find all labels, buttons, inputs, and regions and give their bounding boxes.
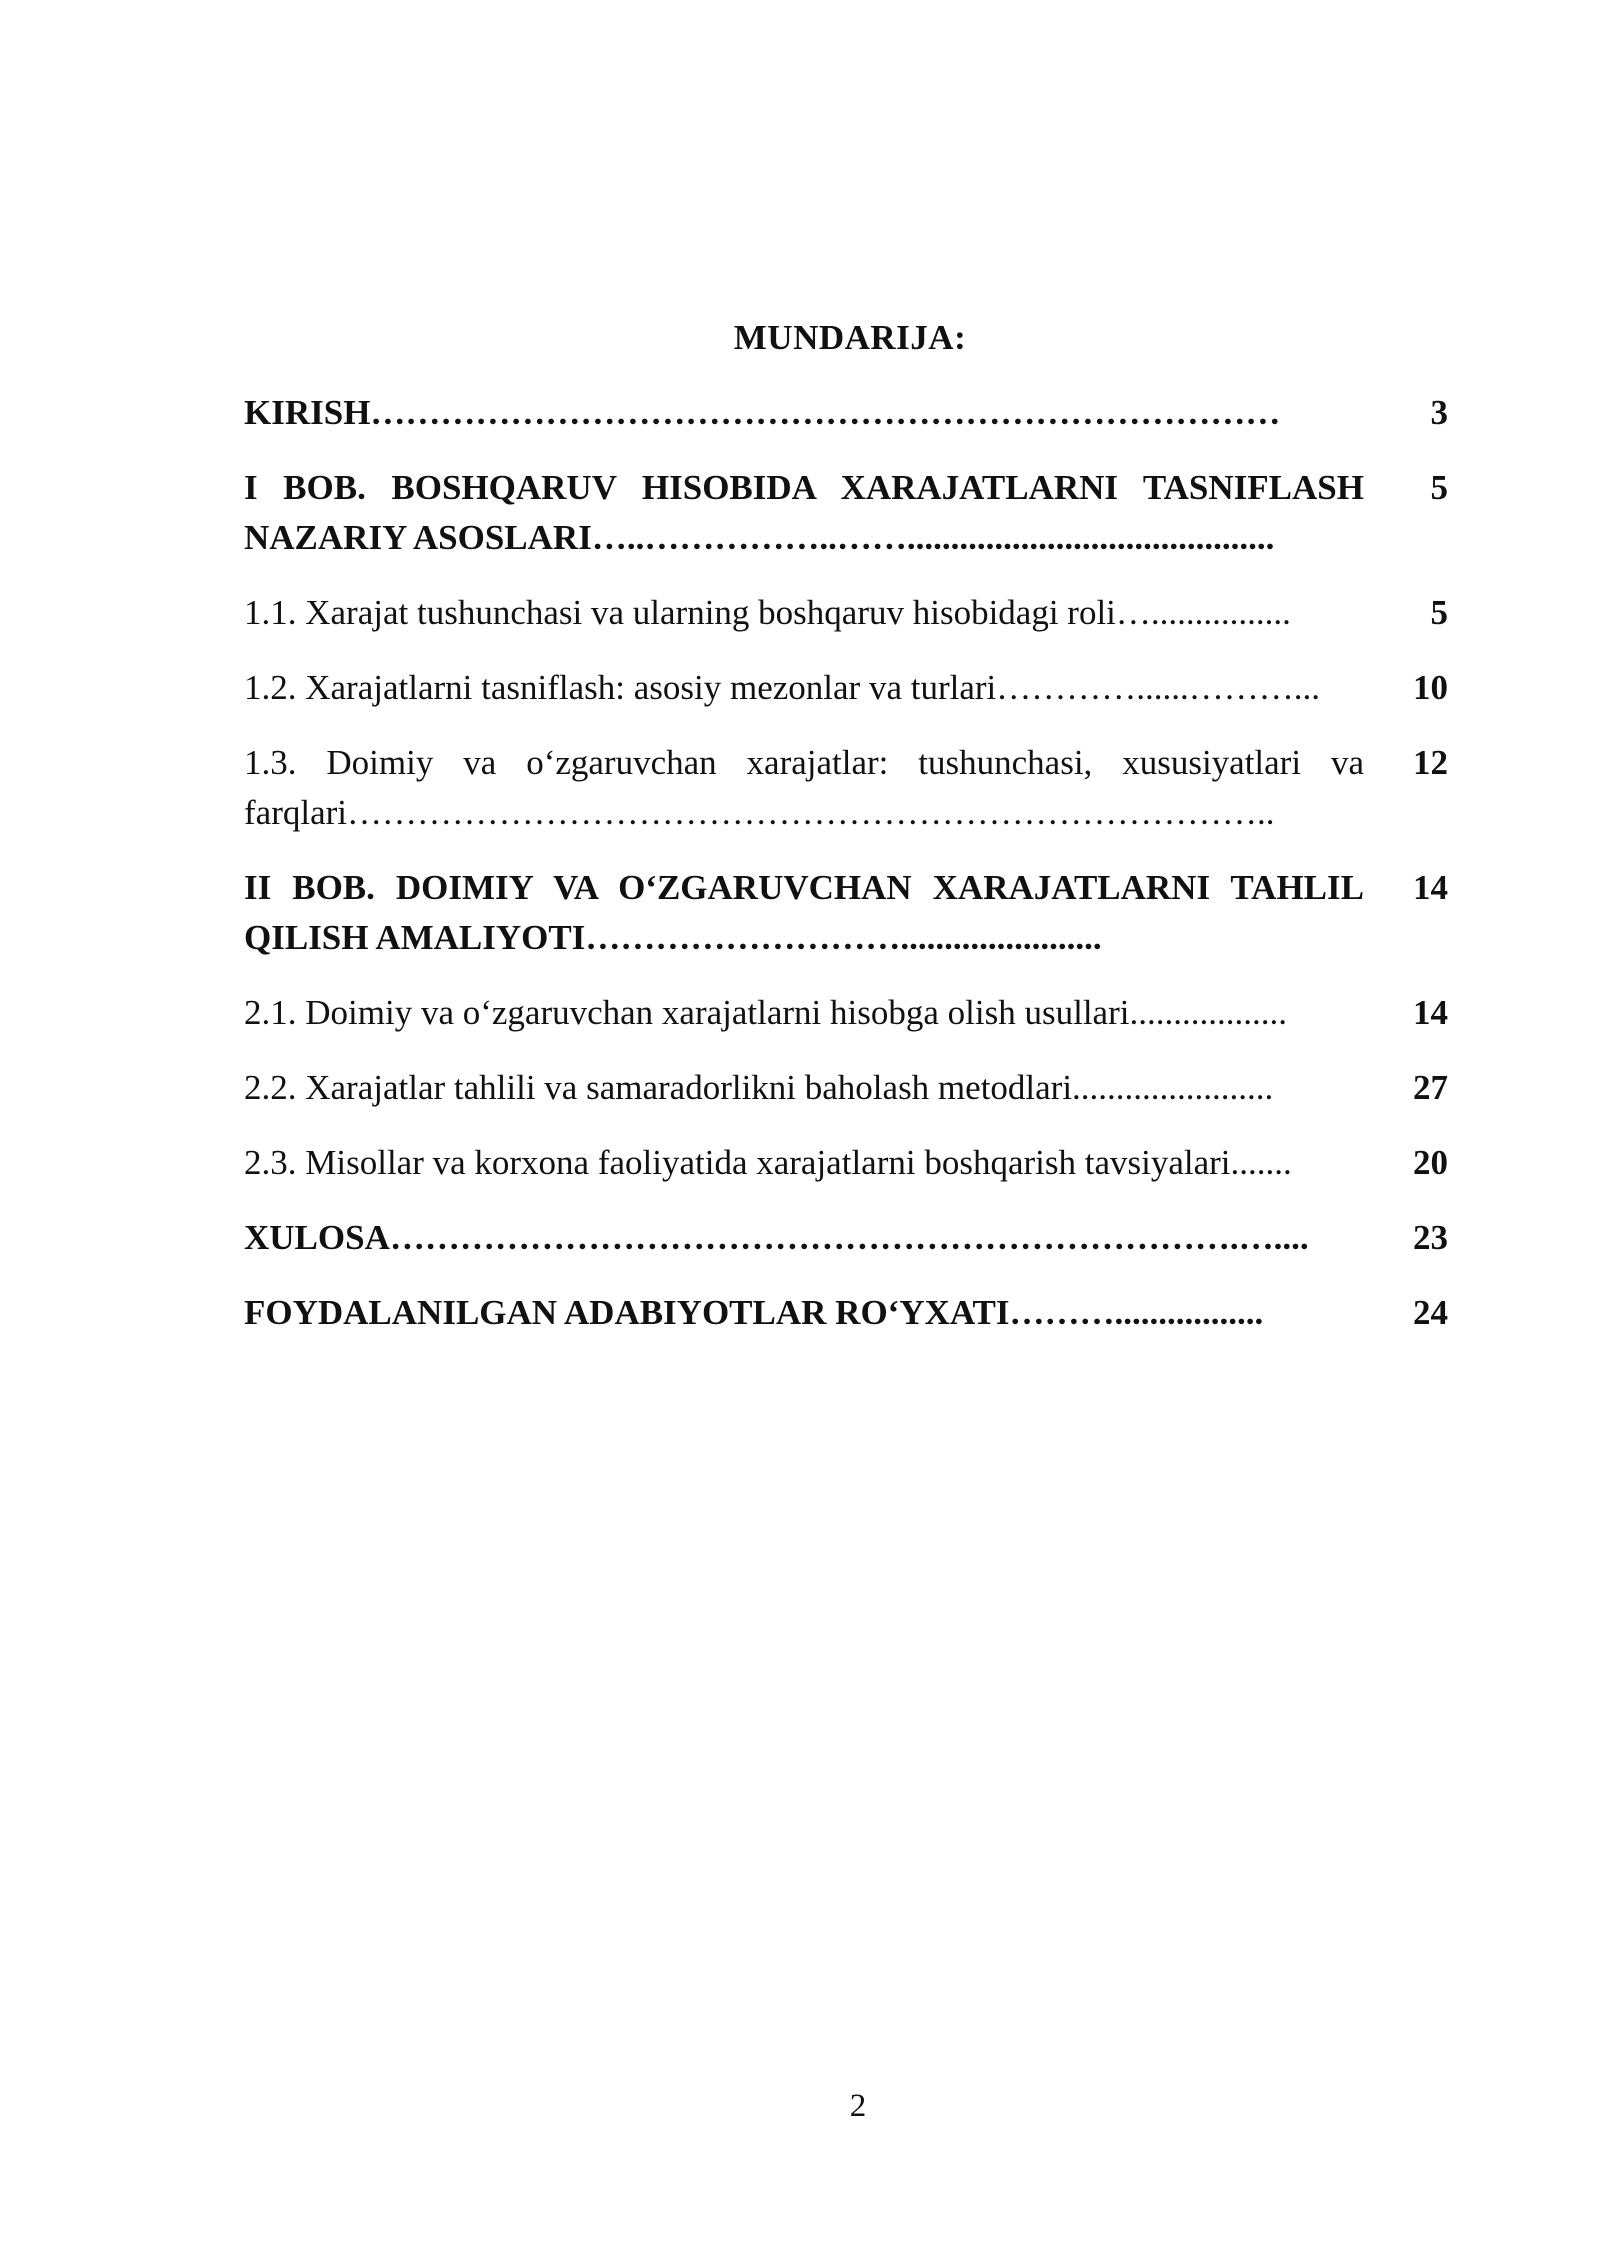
toc-entry-text: 1.1. Xarajat tushunchasi va ularning boshqaruv hisobidagi roli…................ <box>244 593 1291 632</box>
toc-entry-page: 10 <box>1413 668 1448 707</box>
toc-entry-page: 12 <box>1413 743 1448 782</box>
toc-entry-chapter-1 <box>244 463 1448 563</box>
toc-entry-page: 3 <box>1430 393 1448 432</box>
toc-entry-page: 5 <box>1430 593 1448 632</box>
toc-entry-text: II BOB. DOIMIY VA OʻZGARUVCHAN XARAJATLARNI TAHLIL QILISH AMALIYOTI………………………....................... <box>244 868 1364 957</box>
toc-entry-kirish <box>244 388 1448 438</box>
toc-entry-text: 2.2. Xarajatlar tahlili va samaradorlikni baholash metodlari....................... <box>244 1068 1274 1107</box>
toc-entry-page: 27 <box>1413 1068 1448 1107</box>
toc-entry-text: 2.1. Doimiy va oʻzgaruvchan xarajatlarni hisobga olish usullari.................. <box>244 993 1287 1032</box>
toc-entry-text: KIRISH…………………………………………………………………… <box>244 393 1281 432</box>
table-of-contents <box>244 388 1448 1363</box>
toc-entry-2-3 <box>244 1138 1448 1188</box>
toc-entry-1-2 <box>244 663 1448 713</box>
toc-entry-page: 20 <box>1413 1143 1448 1182</box>
toc-entry-2-1 <box>244 988 1448 1038</box>
toc-entry-xulosa <box>244 1213 1448 1263</box>
toc-entry-chapter-2 <box>244 863 1448 963</box>
toc-entry-page: 5 <box>1430 468 1448 507</box>
toc-entry-page: 14 <box>1413 993 1448 1032</box>
toc-title: MUNDARIJA: <box>733 318 967 357</box>
toc-entry-text: I BOB. BOSHQARUV HISOBIDA XARAJATLARNI TASNIFLASH NAZARIY ASOSLARI…..……………..…….......................................... <box>244 468 1364 557</box>
toc-entry-text: XULOSA……………………………………………………………….….... <box>244 1218 1309 1257</box>
toc-entry-page: 14 <box>1413 868 1448 907</box>
toc-entry-1-3 <box>244 738 1448 838</box>
toc-entry-text: FOYDALANILGAN ADABIYOTLAR ROʻYXATI………................. <box>244 1293 1264 1332</box>
toc-entry-text: 1.2. Xarajatlarni tasniflash: asosiy mezonlar va turlari…………......………... <box>244 668 1320 707</box>
toc-entry-1-1 <box>244 588 1448 638</box>
toc-entry-page: 24 <box>1413 1293 1448 1332</box>
toc-entry-references <box>244 1288 1448 1338</box>
toc-entry-2-2 <box>244 1063 1448 1113</box>
toc-entry-text: 1.3. Doimiy va oʻzgaruvchan xarajatlar: tushunchasi, xususiyatlari va farqlari…………………………………………………………………….. <box>244 743 1364 832</box>
toc-entry-text: 2.3. Misollar va korxona faoliyatida xarajatlarni boshqarish tavsiyalari....... <box>244 1143 1292 1182</box>
toc-entry-page: 23 <box>1413 1218 1448 1257</box>
page-number: 2 <box>849 2088 867 2124</box>
